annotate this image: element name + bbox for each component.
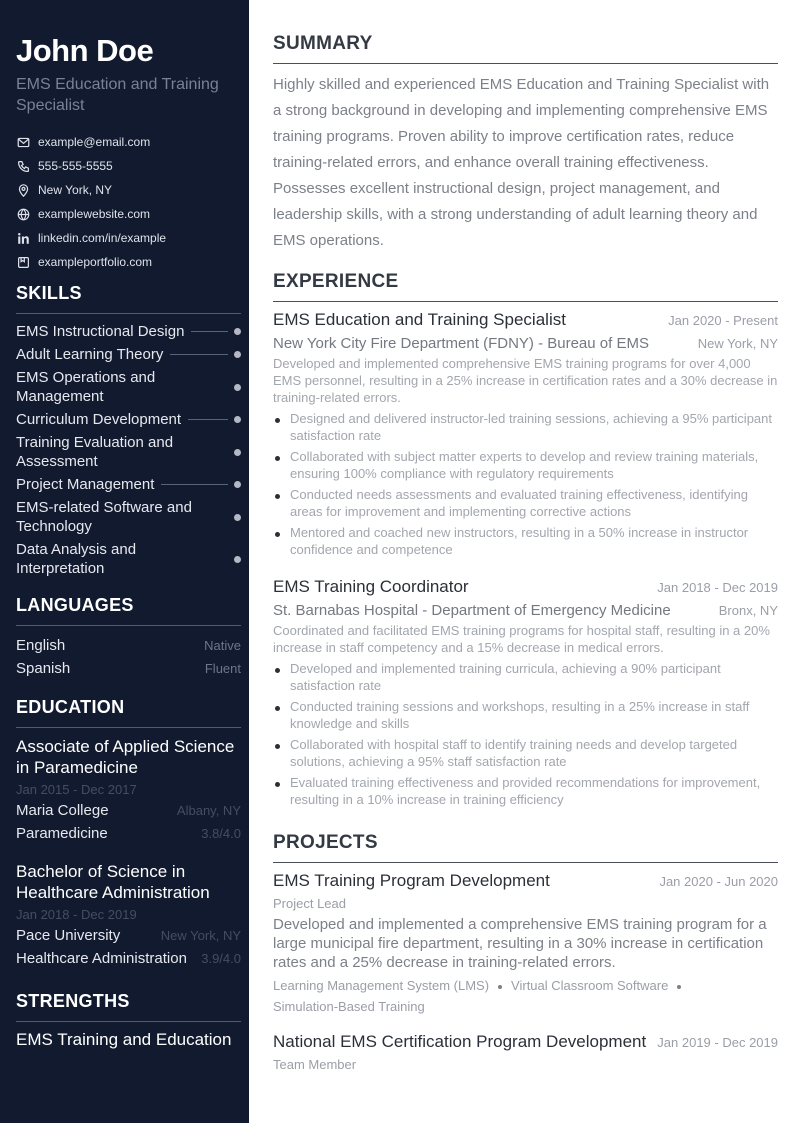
skill-level-dot [234, 351, 241, 358]
skill-level-dot [234, 449, 241, 456]
contact-linkedin-text: linkedin.com/in/example [38, 231, 167, 245]
language-name: Spanish [16, 660, 71, 677]
education-degree: Associate of Applied Science in Paramedicine [16, 737, 235, 777]
education-field-row [16, 822, 241, 845]
job-bullet: Conducted training sessions and workshops, resulting in a 25% increase in staff knowledge and skills [273, 698, 778, 732]
skill-item [16, 345, 241, 364]
job-company-row [273, 335, 778, 352]
project-role: Project Lead [273, 896, 346, 911]
job-bullet: Designed and delivered instructor-led training sessions, achieving a 95% participant satisfaction rate [273, 410, 778, 444]
skill-level-dot [234, 481, 241, 488]
language-name: English [16, 637, 66, 654]
education-field: Paramedicine [16, 825, 108, 842]
skill-label: Training Evaluation and Assessment [16, 434, 174, 470]
experience-entry [273, 577, 778, 812]
tool-separator [677, 985, 681, 989]
job-company-row [273, 602, 778, 619]
strengths-heading: STRENGTHS [16, 991, 241, 1022]
job-location: New York, NY [697, 336, 778, 351]
contact-phone[interactable] [16, 154, 241, 178]
skill-item [16, 368, 241, 406]
projects-heading: PROJECTS [273, 832, 778, 863]
skill-item [16, 475, 241, 494]
project-title: National EMS Certification Program Development [273, 1032, 647, 1051]
skill-label: EMS Operations and Management [16, 369, 156, 405]
job-description: Developed and implemented comprehensive EMS training programs for over 4,000 EMS personnel, resulting in a 25% increase in certification rates and a 30% decrease in training-related errors. [273, 356, 778, 405]
job-title-row [273, 577, 778, 597]
education-school-row [16, 924, 241, 947]
skill-level-dot [234, 514, 241, 521]
skill-item [16, 322, 241, 341]
skill-label: Curriculum Development [16, 411, 182, 428]
contact-email-text: example@email.com [38, 135, 151, 149]
skill-label: Data Analysis and Interpretation [16, 541, 137, 577]
job-bullet: Developed and implemented training curricula, achieving a 90% participant satisfaction rate [273, 660, 778, 694]
education-field: Healthcare Administration [16, 950, 187, 967]
education-school: Pace University [16, 927, 121, 944]
summary-text: Highly skilled and experienced EMS Education and Training Specialist with a strong background in developing and implementing comprehensive EMS training programs. Proven ability to improve certification rates, reduce training-related errors, and enhance overall training effectiveness. Possesses excellent instructional design, project management, and leadership skills, with a strong understanding of adult learning theory and EMS operations. [273, 76, 770, 249]
skill-item [16, 410, 241, 429]
skill-item [16, 540, 241, 578]
contact-website-text: examplewebsite.com [38, 207, 151, 221]
project-title-row [273, 871, 778, 891]
strength-item: EMS Training and Education [16, 1030, 232, 1049]
skill-label: Project Management [16, 476, 155, 493]
job-company: St. Barnabas Hospital - Department of Emergency Medicine [273, 602, 671, 619]
education-heading: EDUCATION [16, 697, 241, 728]
skill-level-dot [234, 384, 241, 391]
project-entry [273, 1032, 778, 1072]
project-title: EMS Training Program Development [273, 871, 550, 890]
skill-divider [170, 354, 228, 355]
job-bullet: Conducted needs assessments and evaluated training effectiveness, identifying areas for improvement and implementing corrective actions [273, 486, 778, 520]
job-bullets [273, 410, 778, 558]
project-tools [273, 975, 778, 1017]
phone-icon [16, 159, 30, 173]
job-bullet: Mentored and coached new instructors, resulting in a 50% increase in instructor confidence and competence [273, 524, 778, 558]
contact-list [16, 130, 241, 274]
education-location: Albany, NY [176, 803, 241, 818]
skill-divider [188, 419, 228, 420]
job-bullet: Evaluated training effectiveness and provided recommendations for improvement, resulting in a 10% increase in training efficiency [273, 774, 778, 808]
job-bullet: Collaborated with subject matter experts to develop and review training materials, ensuring 100% compliance with regulatory requirements [273, 448, 778, 482]
skill-label: EMS-related Software and Technology [16, 499, 192, 535]
project-title-row [273, 1032, 778, 1052]
project-description: Developed and implemented a comprehensive EMS training program for a large municipal fire department, resulting in a 30% increase in certification rates and a 25% decrease in training-related errors. [273, 916, 767, 971]
language-item [16, 634, 241, 657]
education-location: New York, NY [160, 928, 241, 943]
education-school-row [16, 799, 241, 822]
languages-list [16, 634, 241, 680]
job-dates: Jan 2020 - Present [668, 313, 778, 328]
job-bullets [273, 660, 778, 808]
skills-list [16, 322, 241, 582]
contact-portfolio-text: exampleportfolio.com [38, 255, 153, 269]
contact-email[interactable] [16, 130, 241, 154]
sidebar [0, 0, 249, 1123]
skill-label: EMS Instructional Design [16, 323, 185, 340]
language-item [16, 657, 241, 680]
candidate-name: John Doe [16, 33, 154, 68]
location-pin-icon [16, 183, 30, 197]
education-gpa: 3.8/4.0 [201, 826, 241, 841]
project-entry [273, 871, 778, 1017]
linkedin-icon [16, 231, 30, 245]
project-dates: Jan 2020 - Jun 2020 [659, 874, 778, 889]
contact-website[interactable] [16, 202, 241, 226]
education-dates: Jan 2015 - Dec 2017 [16, 782, 137, 797]
education-entry [16, 861, 241, 970]
job-dates: Jan 2018 - Dec 2019 [657, 580, 778, 595]
contact-linkedin[interactable] [16, 226, 241, 250]
skill-divider [191, 331, 228, 332]
tool-separator [498, 985, 502, 989]
contact-location [16, 178, 241, 202]
skill-item [16, 498, 241, 536]
project-tool: Simulation-Based Training [273, 999, 425, 1014]
experience-heading: EXPERIENCE [273, 271, 778, 302]
experience-entry [273, 310, 778, 562]
job-title: EMS Training Coordinator [273, 577, 469, 596]
globe-icon [16, 207, 30, 221]
job-bullet: Collaborated with hospital staff to identify training needs and develop targeted solutions, achieving a 95% staff satisfaction rate [273, 736, 778, 770]
project-role: Team Member [273, 1057, 357, 1072]
portfolio-icon [16, 255, 30, 269]
job-title-row [273, 310, 778, 330]
summary-heading: SUMMARY [273, 33, 778, 64]
language-level: Fluent [204, 661, 241, 676]
language-level: Native [204, 638, 241, 653]
contact-portfolio[interactable] [16, 250, 241, 274]
mail-icon [16, 135, 30, 149]
job-description: Coordinated and facilitated EMS training programs for hospital staff, resulting in a 20% increase in staff competency and a 15% decrease in medical errors. [273, 623, 770, 655]
skill-label: Adult Learning Theory [16, 346, 164, 363]
skill-level-dot [234, 416, 241, 423]
skill-level-dot [234, 328, 241, 335]
education-field-row [16, 947, 241, 970]
skill-item [16, 433, 241, 471]
contact-location-text: New York, NY [38, 183, 113, 197]
job-company: New York City Fire Department (FDNY) - Bureau of EMS [273, 335, 649, 352]
education-school: Maria College [16, 802, 109, 819]
education-gpa: 3.9/4.0 [201, 951, 241, 966]
job-title: EMS Education and Training Specialist [273, 310, 566, 329]
project-tool: Virtual Classroom Software [511, 978, 669, 993]
candidate-role: EMS Education and Training Specialist [16, 76, 219, 114]
project-tool: Learning Management System (LMS) [273, 978, 490, 993]
skill-divider [161, 484, 228, 485]
project-dates: Jan 2019 - Dec 2019 [657, 1035, 778, 1050]
languages-heading: LANGUAGES [16, 595, 241, 626]
job-location: Bronx, NY [718, 603, 778, 618]
education-entry [16, 736, 241, 845]
contact-phone-text: 555-555-5555 [38, 159, 113, 173]
education-dates: Jan 2018 - Dec 2019 [16, 907, 137, 922]
skill-level-dot [234, 556, 241, 563]
education-degree: Bachelor of Science in Healthcare Administration [16, 862, 210, 902]
skills-heading: SKILLS [16, 283, 241, 314]
